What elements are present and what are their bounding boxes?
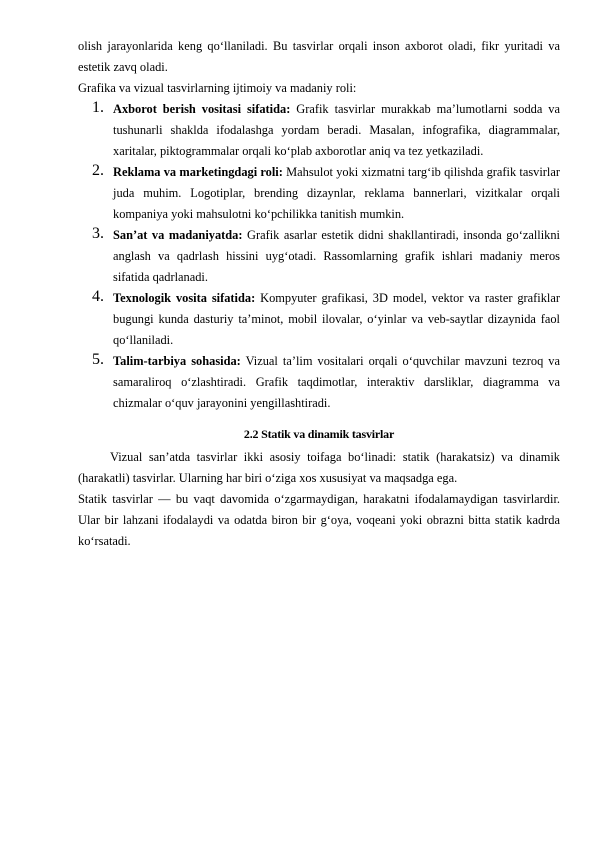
list-item <box>78 162 560 225</box>
list-item <box>78 99 560 162</box>
roles-list <box>78 99 560 414</box>
list-item-title: Texnologik vosita sifatida: <box>113 291 256 305</box>
list-item-number: 5. <box>92 351 104 368</box>
paragraph-static-dynamic-intro: Vizual san’atda tasvirlar ikki asosiy toifaga bo‘linadi: statik (harakatsiz) va dinamik (harakatli) tasvirlar. Ularning har biri o‘ziga xos xususiyat va maqsadga ega. <box>78 450 560 485</box>
paragraph-static-images: Statik tasvirlar — bu vaqt davomida o‘zgarmaydigan, harakatni ifodalamaydigan tasvirlardir. Ular bir lahzani ifodalaydi va odatda biron bir g‘oya, voqeani yoki obrazni bitta statik kadrda ko‘rsatadi. <box>78 492 560 548</box>
intro-continuation: olish jarayonlarida keng qo‘llaniladi. Bu tasvirlar orqali inson axborot oladi, fikr yuritadi va estetik zavq oladi. <box>78 39 560 74</box>
list-item-text: Vizual ta’lim vositalari orqali o‘quvchilar mavzuni tezroq va samaraliroq o‘zlashtiradi. Grafik taqdimotlar, interaktiv darsliklar, diagramma va chizmalar o‘quv jarayonini yengillashtiradi. <box>113 354 560 410</box>
list-heading: Grafika va vizual tasvirlarning ijtimoiy va madaniy roli: <box>78 81 357 95</box>
list-item-title: Axborot berish vositasi sifatida: <box>113 102 291 116</box>
list-item-number: 4. <box>92 288 104 305</box>
list-item <box>78 351 560 414</box>
list-item <box>78 288 560 351</box>
list-item-title: Talim-tarbiya sohasida: <box>113 354 241 368</box>
list-item-title: Reklama va marketingdagi roli: <box>113 165 283 179</box>
list-item-text: Kompyuter grafikasi, 3D model, vektor va raster grafiklar bugungi kunda dasturiy ta’minot, mobil ilovalar, o‘yinlar va veb-saytlar dizaynida faol qo‘llaniladi. <box>113 291 560 347</box>
list-item <box>78 225 560 288</box>
list-item-text: Mahsulot yoki xizmatni targ‘ib qilishda grafik tasvirlar juda muhim. Logotiplar, brending dizaynlar, reklama bannerlari, vizitkalar orqali kompaniya yoki mahsulotni ko‘pchilikka tanitish mumkin. <box>113 165 561 221</box>
list-item-title: San’at va madaniyatda: <box>113 228 243 242</box>
list-item-number: 3. <box>92 225 104 242</box>
document-page <box>78 36 560 552</box>
list-item-text: Grafik tasvirlar murakkab ma’lumotlarni sodda va tushunarli shaklda ifodalashga yordam beradi. Masalan, infografika, diagrammalar, xaritalar, piktogrammalar orqali ko‘plab axborotlar aniq va tez yetkaziladi. <box>113 102 560 158</box>
section-title: 2.2 Statik va dinamik tasvirlar <box>243 427 395 441</box>
list-item-text: Grafik asarlar estetik didni shakllantiradi, insonda go‘zallikni anglash va qadrlash hissini uyg‘otadi. Rassomlarning grafik ishlari madaniy meros sifatida qadrlanadi. <box>113 228 560 284</box>
list-item-number: 1. <box>92 99 104 116</box>
list-item-number: 2. <box>92 162 104 179</box>
